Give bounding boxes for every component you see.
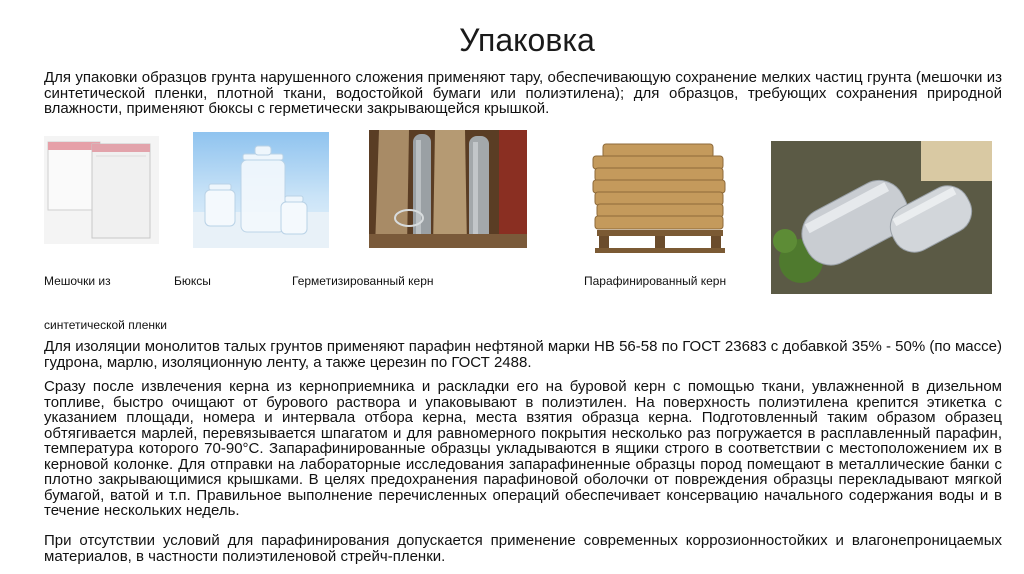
plastic-bags-photo [44, 136, 159, 244]
paraffin-core-photo [585, 138, 735, 258]
paragraph-isolation: Для изоляции монолитов талых грунтов применяют парафин нефтяной марки НВ 56-58 по ГОСТ 23683 с добавкой 35% - 50% (по массе) гудрона, марлю, изоляционную ленту, а также церезин по ГОСТ 2488. [44, 338, 1002, 371]
paragraph-alternatives: При отсутствии условий для парафинирования допускается применение современных коррозионностойких и влагонепроницаемых материалов, в частности полиэтиленовой стрейч-пленки. [44, 532, 1002, 565]
caption-paraffin-core: Парафинированный керн [584, 274, 727, 288]
paragraph-core-procedure: Сразу после извлечения керна из керноприемника и раскладки его на буровой керн с помощью ткани, увлажненной в дизельном топливе, быстро очищают от бурового раствора и упаковывают в полиэтилен. На поверхность полиэтилена крепится этикетка с указанием площади, номера и интервала отбора керна, места взятия образца керна. Подготовленный таким образом образец обтягивается марлей, перевязывается шпагатом и для равномерного покрытия несколько раз погружается в расплавленный парафин, температура которого 70-90°С. Запарафинированные образцы укладываются в ящики строго в соответствии с местоположением их в керновой колонке. Для отправки на лабораторные исследования запарафиненные образцы пород помещают в металлические банки с плотно закрывающимися крышками. В целях предохранения парафиновой оболочки от повреждения образцы перекладывают мягкой бумагой, ватой и т.п. Правильное выполнение перечисленных операций обеспечивает консервацию начального содержания воды и в течение нескольких недель. [44, 378, 1002, 519]
slide-title: Упаковка [459, 22, 595, 58]
lab-jars-photo [193, 132, 329, 248]
caption-sealed-core: Герметизированный керн [292, 274, 434, 288]
caption-bags: Мешочки из [44, 274, 111, 288]
sealed-core-photo [369, 130, 527, 248]
caption-jars: Бюксы [174, 274, 211, 288]
caption-bags-line2: синтетической пленки [44, 318, 167, 332]
paragraph-packaging: Для упаковки образцов грунта нарушенного сложения применяют тару, обеспечивающую сохранение мелких частиц грунта (мешочки из синтетической пленки, плотной ткани, водостойкой бумаги или полиэтилена); для образцов, требующих сохранения природной влажности, применяют бюксы с герметически закрывающейся крышкой. [44, 69, 1002, 117]
wrapped-core-photo [771, 141, 992, 294]
